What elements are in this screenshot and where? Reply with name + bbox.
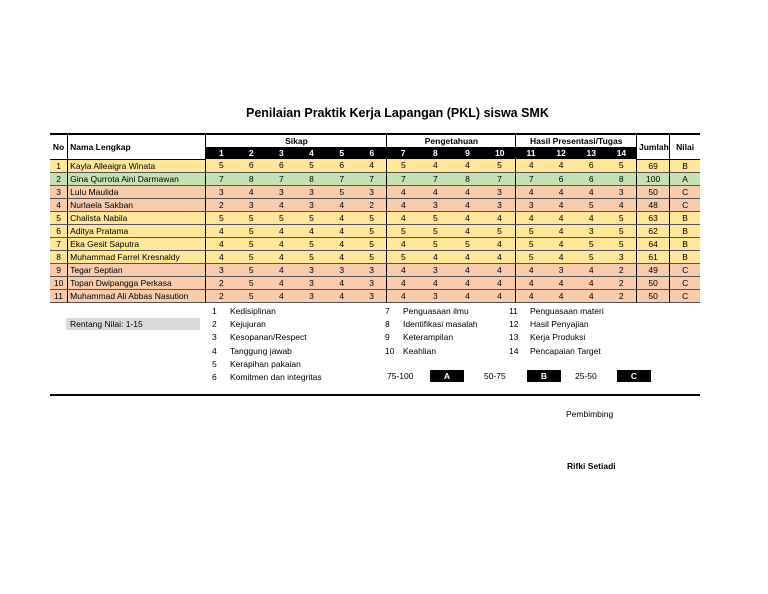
score-cell: 7 [327, 172, 357, 185]
legend-label: Identifikasi masalah [403, 319, 478, 330]
col-header-13: 13 [576, 147, 606, 159]
score-cell: 5 [236, 250, 266, 263]
score-cell: 5 [236, 276, 266, 289]
total-cell: 69 [637, 159, 670, 172]
score-cell: 5 [206, 211, 236, 224]
table-row [50, 276, 700, 289]
score-cell: 4 [419, 185, 451, 198]
col-header-1: 1 [206, 147, 236, 159]
legend-number: 1 [212, 306, 217, 316]
student-name: Tegar Septian [68, 263, 206, 276]
score-cell: 4 [266, 289, 296, 302]
score-cell: 5 [296, 250, 326, 263]
divider-line [50, 394, 700, 396]
score-cell: 4 [296, 224, 326, 237]
score-cell: 4 [451, 263, 483, 276]
row-number: 2 [50, 172, 68, 185]
legend-number: 3 [212, 332, 217, 343]
total-cell: 64 [637, 237, 670, 250]
legend-number: 8 [385, 319, 390, 330]
header-hasil: Hasil Presentasi/Tugas [516, 134, 637, 147]
grade-cell: C [670, 276, 700, 289]
score-cell: 8 [236, 172, 266, 185]
total-cell: 61 [637, 250, 670, 263]
score-cell: 4 [236, 185, 266, 198]
legend-number: 10 [385, 345, 395, 356]
total-cell: 100 [637, 172, 670, 185]
score-cell: 4 [484, 276, 516, 289]
grade-cell: B [670, 250, 700, 263]
table-row [50, 224, 700, 237]
header-no: No [50, 134, 68, 159]
score-cell: 4 [546, 211, 576, 224]
score-cell: 4 [576, 289, 606, 302]
header-sikap: Sikap [206, 134, 387, 147]
score-cell: 3 [206, 185, 236, 198]
score-cell: 5 [236, 224, 266, 237]
grade-cell: A [670, 172, 700, 185]
student-name: Muhammad Ali Abbas Nasution [68, 289, 206, 302]
header-name: Nama Lengkap [68, 134, 206, 159]
score-cell: 2 [206, 289, 236, 302]
legend-label: Penguasaan ilmu [403, 306, 469, 316]
total-cell: 50 [637, 276, 670, 289]
score-cell: 4 [451, 276, 483, 289]
table-row [50, 159, 700, 172]
score-cell: 4 [484, 250, 516, 263]
score-cell: 4 [357, 159, 387, 172]
grade-range: 25-50 [575, 371, 597, 381]
score-cell: 4 [484, 263, 516, 276]
score-cell: 4 [606, 198, 636, 211]
legend-number: 14 [509, 345, 519, 356]
col-header-9: 9 [451, 147, 483, 159]
signature-role: Pembimbing [566, 409, 614, 419]
student-name: Chalista Nabila [68, 211, 206, 224]
total-cell: 62 [637, 224, 670, 237]
score-cell: 5 [576, 250, 606, 263]
score-cell: 4 [387, 237, 419, 250]
score-cell: 6 [576, 172, 606, 185]
row-number: 9 [50, 263, 68, 276]
total-cell: 63 [637, 211, 670, 224]
score-cell: 5 [576, 198, 606, 211]
score-cell: 3 [357, 289, 387, 302]
score-cell: 5 [236, 211, 266, 224]
student-name: Kayla Alleaigra Winata [68, 159, 206, 172]
score-cell: 8 [606, 172, 636, 185]
score-cell: 4 [327, 250, 357, 263]
legend-label: Kesopanan/Respect [230, 332, 307, 343]
score-cell: 4 [546, 250, 576, 263]
legend-label: Kerja Produksi [530, 332, 586, 343]
legend-label: Kerapihan pakaian [230, 358, 301, 369]
col-header-8: 8 [419, 147, 451, 159]
grade-cell: B [670, 211, 700, 224]
score-cell: 4 [546, 224, 576, 237]
score-cell: 5 [236, 237, 266, 250]
grade-range: 75-100 [387, 371, 414, 381]
grade-badge: A [430, 370, 464, 382]
legend-number: 9 [385, 332, 390, 343]
score-cell: 5 [484, 159, 516, 172]
legend-number: 2 [212, 319, 217, 330]
score-cell: 4 [419, 250, 451, 263]
score-cell: 5 [357, 211, 387, 224]
score-cell: 3 [296, 263, 326, 276]
score-cell: 3 [357, 263, 387, 276]
score-cell: 4 [387, 263, 419, 276]
score-cell: 4 [387, 289, 419, 302]
score-cell: 3 [296, 185, 326, 198]
score-cell: 4 [327, 224, 357, 237]
score-cell: 4 [266, 198, 296, 211]
legend-number: 12 [509, 319, 519, 330]
score-cell: 6 [327, 159, 357, 172]
col-header-5: 5 [327, 147, 357, 159]
row-number: 1 [50, 159, 68, 172]
score-cell: 4 [451, 250, 483, 263]
score-cell: 4 [546, 198, 576, 211]
total-cell: 49 [637, 263, 670, 276]
table-row [50, 289, 700, 302]
score-cell: 4 [546, 185, 576, 198]
col-header-6: 6 [357, 147, 387, 159]
table-row [50, 250, 700, 263]
score-cell: 3 [296, 198, 326, 211]
score-cell: 2 [206, 276, 236, 289]
score-cell: 4 [387, 276, 419, 289]
grade-cell: B [670, 237, 700, 250]
score-cell: 2 [606, 289, 636, 302]
score-cell: 4 [516, 289, 546, 302]
score-cell: 7 [387, 172, 419, 185]
student-name: Muhammad Farrel Kresnaldy [68, 250, 206, 263]
score-cell: 4 [546, 289, 576, 302]
legend-label: Kejujuran [230, 319, 266, 330]
score-cell: 4 [266, 224, 296, 237]
score-cell: 5 [516, 224, 546, 237]
score-cell: 4 [576, 211, 606, 224]
legend-label: Penguasaan materi [530, 306, 604, 316]
score-cell: 6 [546, 172, 576, 185]
score-cell: 4 [327, 237, 357, 250]
score-cell: 3 [516, 198, 546, 211]
score-cell: 5 [516, 237, 546, 250]
student-name: Gina Qurrota Aini Darmawan [68, 172, 206, 185]
score-cell: 7 [357, 172, 387, 185]
row-number: 4 [50, 198, 68, 211]
score-cell: 4 [451, 159, 483, 172]
legend-number: 6 [212, 372, 217, 382]
score-cell: 4 [266, 276, 296, 289]
score-cell: 3 [296, 289, 326, 302]
score-cell: 3 [266, 185, 296, 198]
col-header-4: 4 [296, 147, 326, 159]
score-cell: 7 [206, 172, 236, 185]
score-cell: 4 [266, 250, 296, 263]
score-cell: 5 [451, 237, 483, 250]
score-cell: 5 [484, 224, 516, 237]
score-cell: 6 [576, 159, 606, 172]
legend-label: Kedisiplinan [230, 306, 276, 316]
score-cell: 2 [206, 198, 236, 211]
page-title: Penilaian Praktik Kerja Lapangan (PKL) siswa SMK [246, 106, 549, 120]
score-cell: 4 [516, 263, 546, 276]
table-row [50, 263, 700, 276]
score-cell: 2 [606, 263, 636, 276]
score-cell: 3 [484, 185, 516, 198]
score-cell: 4 [484, 237, 516, 250]
score-cell: 5 [387, 159, 419, 172]
legend-number: 4 [212, 345, 217, 356]
score-cell: 4 [576, 276, 606, 289]
score-cell: 3 [576, 224, 606, 237]
score-cell: 7 [484, 172, 516, 185]
row-number: 7 [50, 237, 68, 250]
score-cell: 4 [546, 276, 576, 289]
legend-label: Keterampilan [403, 332, 454, 343]
score-cell: 5 [606, 224, 636, 237]
score-cell: 3 [357, 185, 387, 198]
score-cell: 4 [451, 224, 483, 237]
score-cell: 5 [387, 250, 419, 263]
row-number: 6 [50, 224, 68, 237]
score-cell: 5 [419, 211, 451, 224]
score-cell: 6 [266, 159, 296, 172]
score-cell: 5 [606, 159, 636, 172]
score-cell: 5 [266, 211, 296, 224]
col-header-14: 14 [606, 147, 636, 159]
total-cell: 48 [637, 198, 670, 211]
score-cell: 4 [451, 185, 483, 198]
score-cell: 4 [576, 185, 606, 198]
total-cell: 50 [637, 185, 670, 198]
score-cell: 4 [266, 237, 296, 250]
score-cell: 4 [206, 237, 236, 250]
legend-number: 7 [385, 306, 390, 316]
table-row [50, 172, 700, 185]
score-cell: 5 [296, 159, 326, 172]
score-cell: 4 [484, 211, 516, 224]
score-cell: 5 [327, 185, 357, 198]
score-cell: 3 [419, 263, 451, 276]
legend-label: Tanggung jawab [230, 345, 292, 356]
header-pengetahuan: Pengetahuan [387, 134, 516, 147]
table-row [50, 211, 700, 224]
student-name: Eka Gesit Saputra [68, 237, 206, 250]
score-cell: 4 [451, 198, 483, 211]
score-cell: 4 [546, 159, 576, 172]
col-header-12: 12 [546, 147, 576, 159]
score-cell: 4 [327, 276, 357, 289]
col-header-2: 2 [236, 147, 266, 159]
score-cell: 5 [206, 159, 236, 172]
grade-cell: C [670, 263, 700, 276]
score-cell: 4 [387, 211, 419, 224]
score-cell: 3 [484, 198, 516, 211]
score-cell: 4 [206, 250, 236, 263]
score-cell: 5 [357, 224, 387, 237]
header-nilai: Nilai [670, 134, 700, 159]
score-cell: 4 [327, 198, 357, 211]
score-cell: 4 [516, 159, 546, 172]
signature-name: Rifki Setiadi [567, 461, 616, 471]
score-cell: 4 [516, 185, 546, 198]
score-cell: 5 [357, 237, 387, 250]
grade-cell: C [670, 185, 700, 198]
legend-label: Pencapaian Target [530, 345, 601, 356]
table-row [50, 185, 700, 198]
score-cell: 4 [266, 263, 296, 276]
row-number: 10 [50, 276, 68, 289]
student-name: Aditya Pratama [68, 224, 206, 237]
legend-label: Keahlian [403, 345, 437, 356]
legend-label: Hasil Penyajian [530, 319, 589, 330]
score-cell: 4 [484, 289, 516, 302]
row-number: 3 [50, 185, 68, 198]
score-cell: 5 [387, 224, 419, 237]
score-cell: 7 [516, 172, 546, 185]
col-header-3: 3 [266, 147, 296, 159]
range-label: Rentang Nilai: 1-15 [66, 318, 200, 330]
score-cell: 3 [236, 198, 266, 211]
score-cell: 3 [546, 263, 576, 276]
score-cell: 5 [606, 211, 636, 224]
score-cell: 5 [357, 250, 387, 263]
score-cell: 2 [606, 276, 636, 289]
header-jumlah: Jumlah [637, 134, 670, 159]
score-cell: 7 [419, 172, 451, 185]
legend-label: Komitmen dan integritas [230, 372, 322, 382]
score-cell: 3 [419, 198, 451, 211]
score-cell: 4 [419, 159, 451, 172]
score-cell: 4 [546, 237, 576, 250]
score-cell: 4 [419, 276, 451, 289]
score-cell: 4 [451, 289, 483, 302]
grade-cell: C [670, 198, 700, 211]
row-number: 11 [50, 289, 68, 302]
table-row [50, 198, 700, 211]
grade-badge: C [617, 370, 651, 382]
score-cell: 7 [266, 172, 296, 185]
row-number: 8 [50, 250, 68, 263]
score-cell: 3 [327, 263, 357, 276]
row-number: 5 [50, 211, 68, 224]
student-name: Lulu Maulida [68, 185, 206, 198]
score-cell: 4 [576, 263, 606, 276]
score-cell: 5 [296, 237, 326, 250]
score-cell: 4 [327, 211, 357, 224]
score-cell: 2 [357, 198, 387, 211]
score-cell: 3 [606, 185, 636, 198]
score-cell: 3 [296, 276, 326, 289]
score-cell: 8 [451, 172, 483, 185]
total-cell: 50 [637, 289, 670, 302]
col-header-10: 10 [484, 147, 516, 159]
score-cell: 8 [296, 172, 326, 185]
grade-cell: C [670, 289, 700, 302]
table-row [50, 237, 700, 250]
score-cell: 6 [236, 159, 266, 172]
score-cell: 4 [387, 185, 419, 198]
student-name: Nurlaela Sakban [68, 198, 206, 211]
score-cell: 4 [516, 211, 546, 224]
score-cell: 5 [419, 237, 451, 250]
legend-number: 5 [212, 358, 217, 369]
legend-number: 11 [509, 306, 518, 316]
grade-badge: B [527, 370, 561, 382]
col-header-7: 7 [387, 147, 419, 159]
score-cell: 4 [516, 276, 546, 289]
score-cell: 3 [357, 276, 387, 289]
grade-cell: B [670, 224, 700, 237]
score-cell: 5 [576, 237, 606, 250]
score-cell: 4 [327, 289, 357, 302]
score-cell: 4 [206, 224, 236, 237]
grade-cell: B [670, 159, 700, 172]
score-cell: 5 [236, 289, 266, 302]
score-cell: 5 [606, 237, 636, 250]
score-cell: 3 [606, 250, 636, 263]
legend-number: 13 [509, 332, 519, 343]
col-header-11: 11 [516, 147, 546, 159]
student-name: Topan Dwipangga Perkasa [68, 276, 206, 289]
score-cell: 4 [387, 198, 419, 211]
score-table [50, 133, 700, 303]
score-cell: 3 [206, 263, 236, 276]
score-cell: 5 [296, 211, 326, 224]
score-cell: 5 [236, 263, 266, 276]
score-cell: 3 [419, 289, 451, 302]
grade-range: 50-75 [484, 371, 506, 381]
score-cell: 5 [516, 250, 546, 263]
score-cell: 4 [451, 211, 483, 224]
score-cell: 5 [419, 224, 451, 237]
